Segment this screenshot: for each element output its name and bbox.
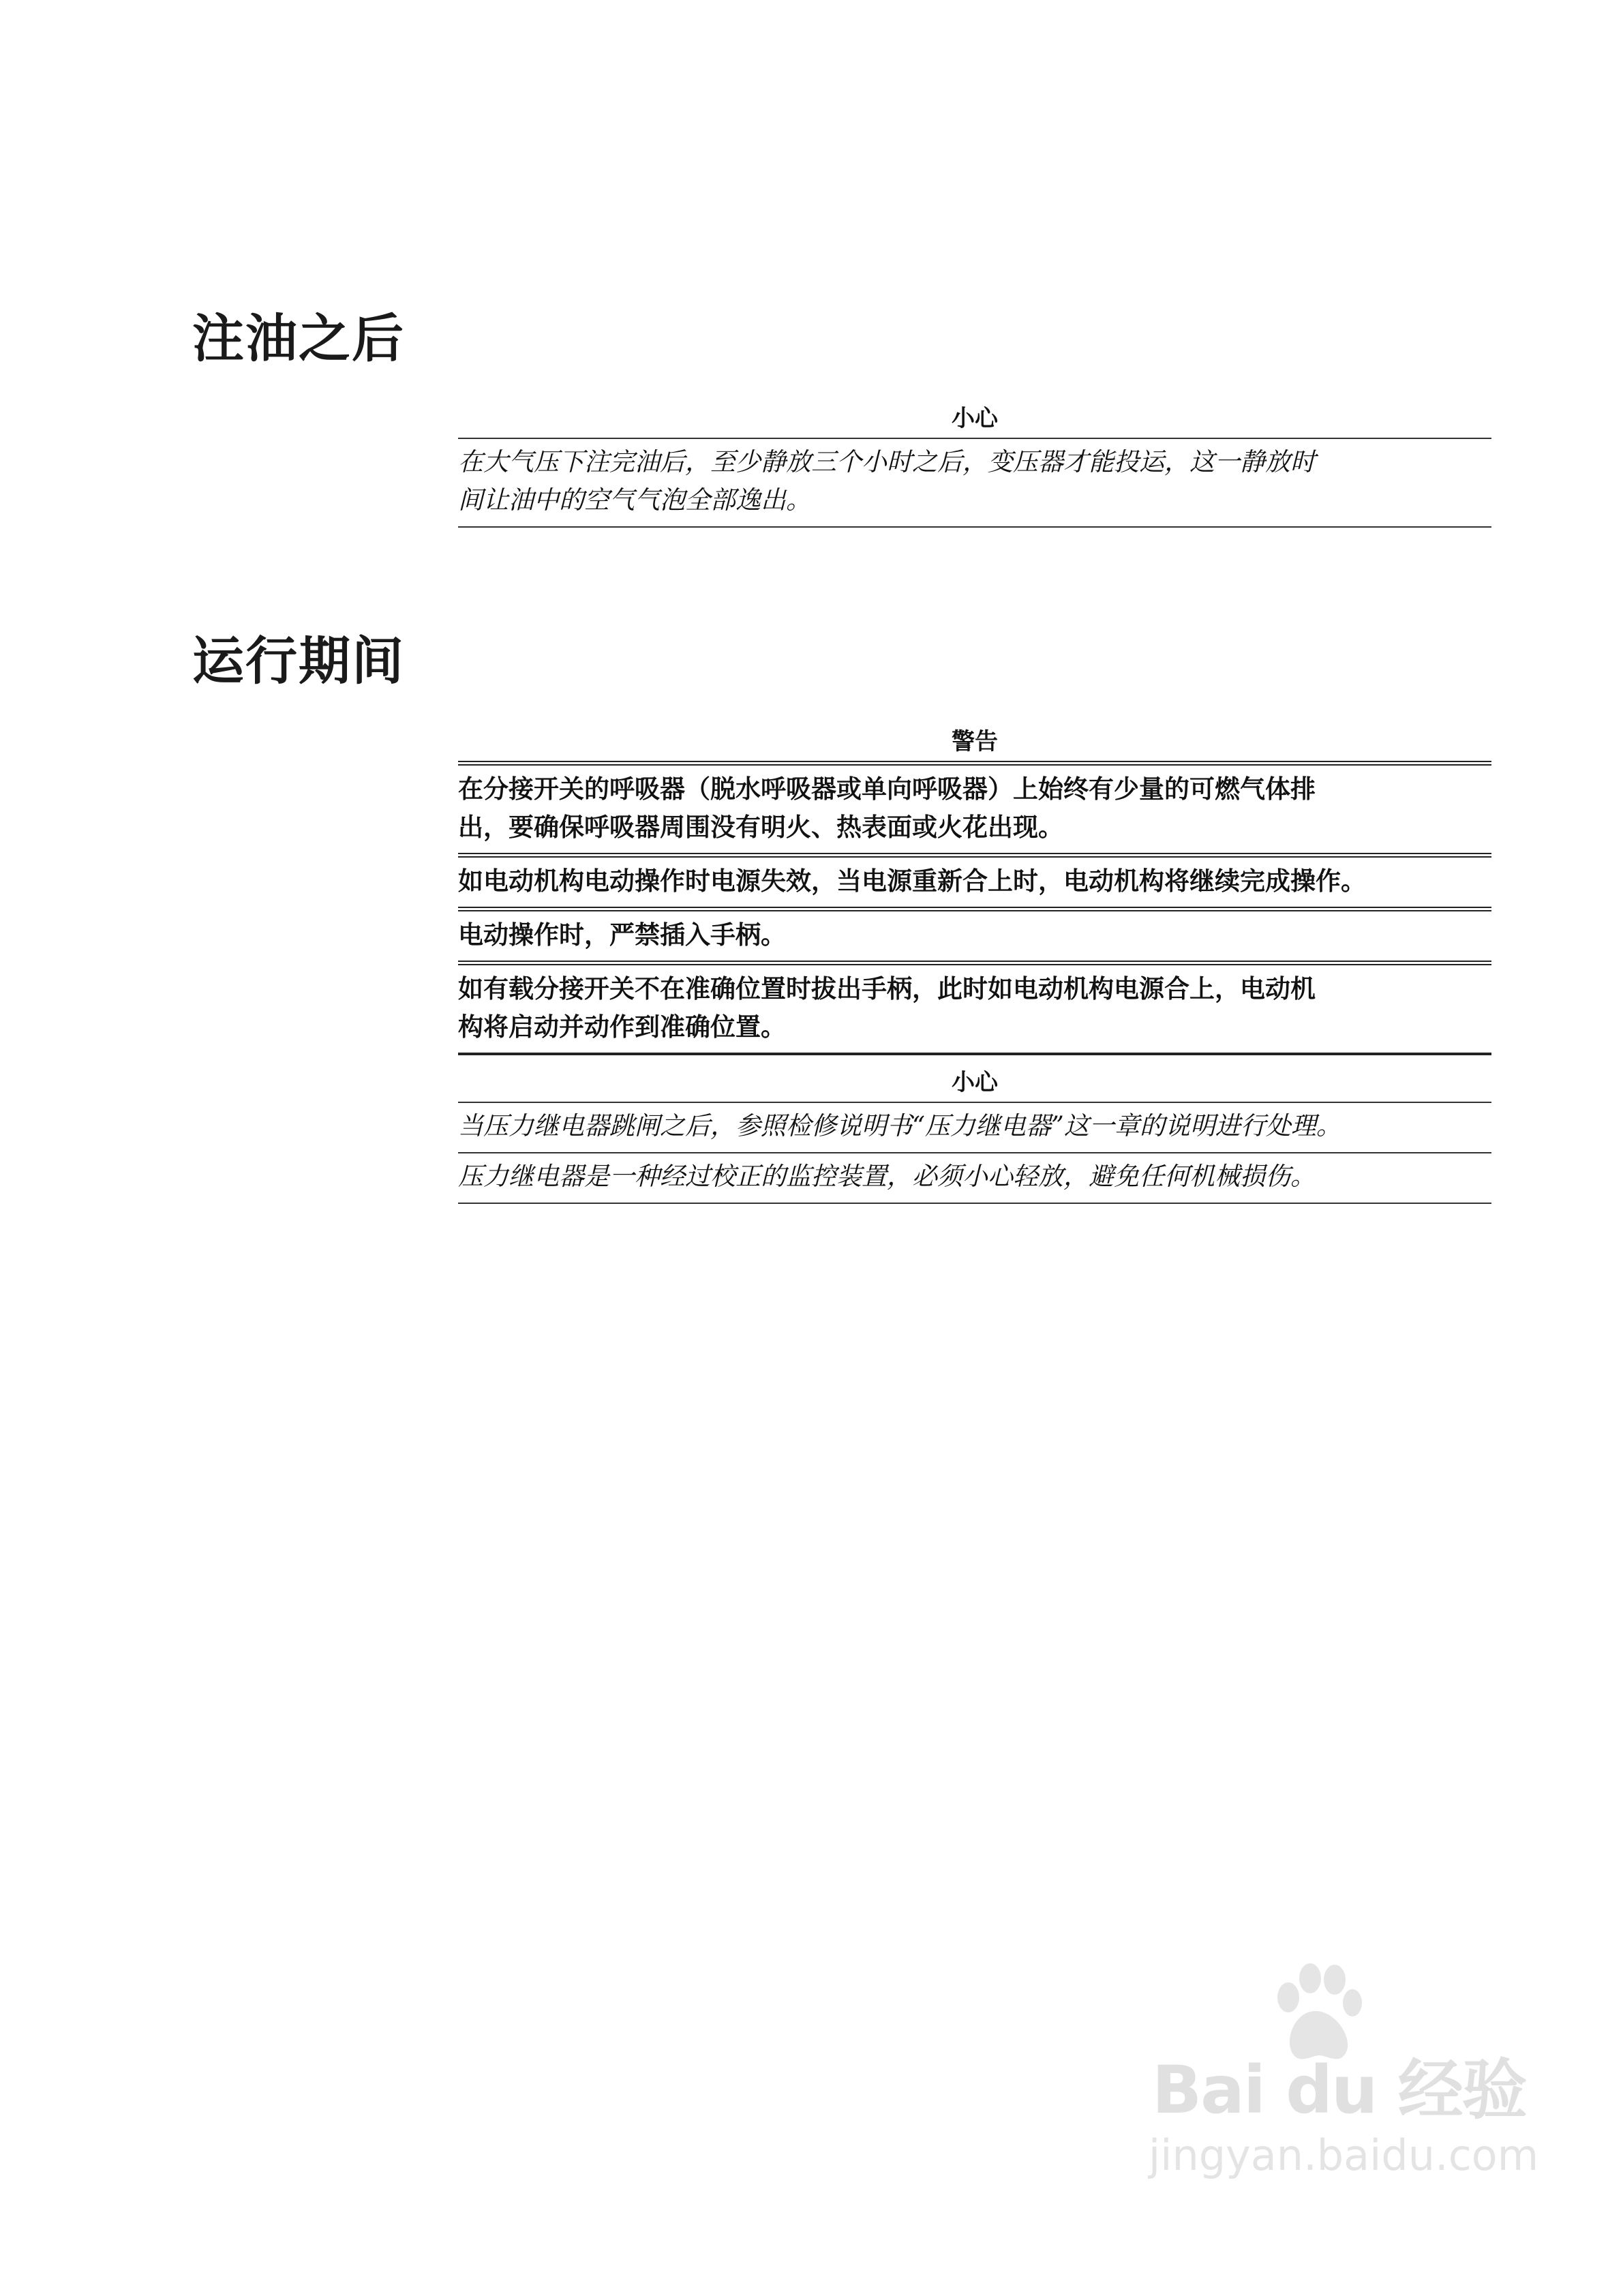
warning-text: 如电动机构电动操作时电源失效，当电源重新合上时，电动机构将继续完成操作。 <box>458 853 1491 907</box>
warning-text: 如有载分接开关不在准确位置时拔出手柄，此时如电动机构电源合上，电动机 构将启动并动作到准确位置。 <box>458 961 1491 1055</box>
watermark-url-text: jingyan.baidu.com <box>1149 2130 1539 2180</box>
section-title-after-oil-filling: 注油之后 <box>192 308 405 369</box>
caution-notice <box>458 1068 1491 1204</box>
watermark-logo-text: Bai du 经验 <box>1152 2052 1526 2128</box>
warning-text: 在分接开关的呼吸器（脱水呼吸器或单向呼吸器）上始终有少量的可燃气体排 出，要确保呼吸器周围没有明火、热表面或火花出现。 <box>458 761 1491 853</box>
caution-notice <box>458 404 1491 528</box>
warning-header: 警告 <box>952 728 998 755</box>
caution-text: 当压力继电器跳闸之后，参照检修说明书“压力继电器”这一章的说明进行处理。 <box>458 1102 1491 1152</box>
warning-notice <box>458 727 1491 1055</box>
caution-text: 在大气压下注完油后，至少静放三个小时之后，变压器才能投运，这一静放时 间让油中的空气气泡全部逸出。 <box>458 438 1491 528</box>
warning-text: 电动操作时，严禁插入手柄。 <box>458 907 1491 961</box>
baidu-jingyan-watermark <box>1125 1963 1561 2195</box>
caution-header: 小心 <box>952 1069 998 1096</box>
section-title-during-operation: 运行期间 <box>192 631 405 691</box>
caution-text: 压力继电器是一种经过校正的监控装置，必须小心轻放，避免任何机械损伤。 <box>458 1152 1491 1204</box>
caution-header: 小心 <box>952 405 998 432</box>
